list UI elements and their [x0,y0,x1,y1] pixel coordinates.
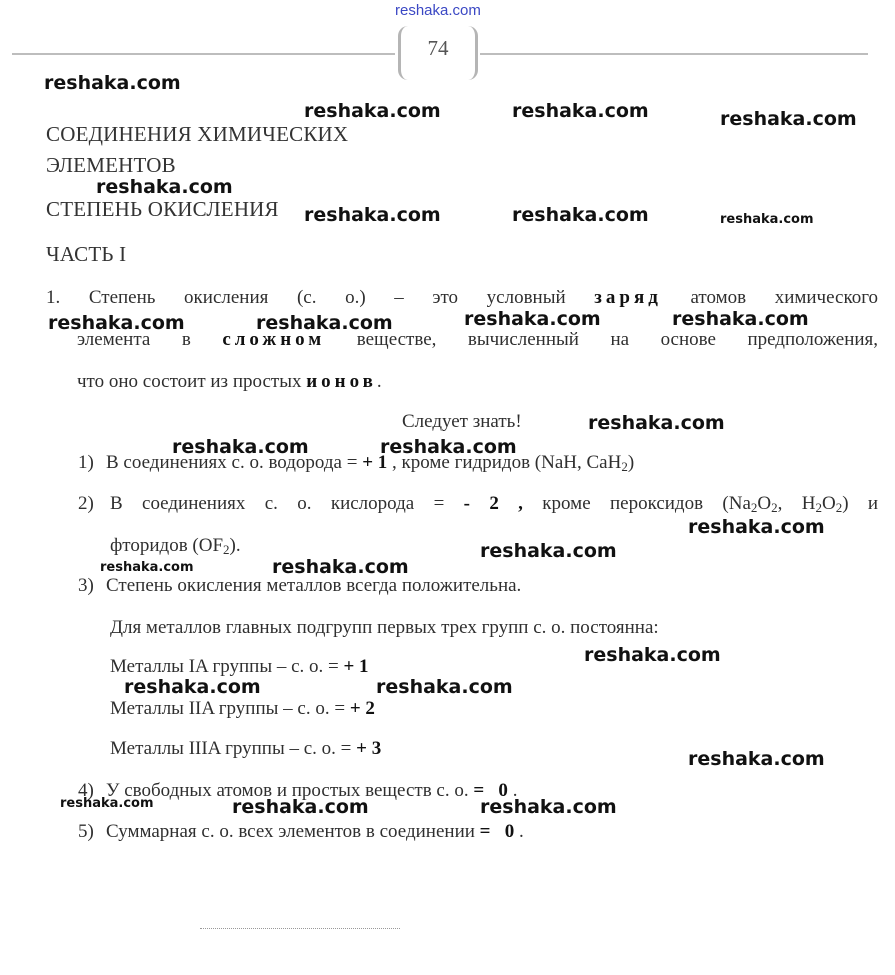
rule-number: 3) [78,575,94,596]
watermark: reshaka.com [232,796,369,818]
term-ions: ионов [306,371,377,392]
metals-ia: Металлы IA группы – с. о. = + 1 [110,656,369,677]
page-number: 74 [427,36,449,60]
watermark: reshaka.com [124,676,261,698]
rule-text: , кроме гидридов (NaH, CaH [392,452,622,473]
rule-text: Суммарная с. о. всех элементов в соединении [106,821,475,842]
definition-number: 1. [46,287,61,308]
rule-number: 1) [78,452,94,473]
watermark: reshaka.com [512,204,649,226]
watermark: reshaka.com [464,308,601,330]
title-line-2: ЭЛЕМЕНТОВ [46,153,176,177]
rule-number: 5) [78,821,94,842]
metals-iia: Металлы IIA группы – с. о. = + 2 [110,698,375,719]
rule-text: У свободных атомов и простых веществ с. о. [106,780,469,801]
oxidation-value: = 0 [473,780,508,801]
part-heading: ЧАСТЬ I [46,242,127,266]
oxidation-value: + 1 [362,452,388,473]
metals-iiia: Металлы IIIA группы – с. о. = + 3 [110,738,382,759]
watermark: reshaka.com [44,72,181,94]
term-charge: заряд [594,287,662,308]
scan-artifact [200,928,400,933]
watermark: reshaka.com [172,436,309,458]
watermark: reshaka.com [720,108,857,130]
watermark: reshaka.com [256,312,393,334]
watermark: reshaka.com [512,100,649,122]
title-line-1: СОЕДИНЕНИЯ ХИМИЧЕСКИХ [46,122,349,146]
title-line-3: СТЕПЕНЬ ОКИСЛЕНИЯ [46,197,279,221]
watermark: reshaka.com [688,748,825,770]
watermark: reshaka.com [588,412,725,434]
watermark: reshaka.com [672,308,809,330]
rule-text: В соединениях с. о. водорода = [106,452,358,473]
watermark: reshaka.com [480,796,617,818]
term-complex: сложном [222,329,326,350]
rule-2 [78,493,878,515]
watermark: reshaka.com [60,796,154,811]
definition-text: веществе, вычисленный на основе предположения, [356,329,879,350]
peroxides-text: кроме пероксидов ($Na_2O_2$, $H_2O_2$) и [542,493,879,515]
definition-text: Степень окисления (с. о.) – это условный [88,287,566,308]
watermark: reshaka.com [272,556,409,578]
watermark: reshaka.com [304,100,441,122]
header-rule-left [12,53,395,55]
rule-text: В соединениях с. о. кислорода = [110,493,445,514]
watermark: reshaka.com [688,516,825,538]
rule-text: ) [627,452,635,473]
rule-2-continuation: фторидов $(OF_2)$. [110,535,241,557]
definition-text: элемента в [77,329,191,350]
watermark: reshaka.com [48,312,185,334]
rule-3 [78,575,521,597]
watermark: reshaka.com [584,644,721,666]
watermark: reshaka.com [96,176,233,198]
rule-text: Степень окисления металлов всегда положительна. [106,575,522,596]
rule-number: 2) [78,493,94,514]
watermark: reshaka.com [480,540,617,562]
definition-text: что оно состоит из простых [77,371,302,392]
oxidation-value: = 0 [479,821,515,842]
rule-5: 5) Суммарная с. о. всех элементов в соединении = 0 . [78,821,524,842]
rule-1 [78,452,634,475]
rule-3-subheading: Для металлов главных подгрупп первых трех групп с. о. постоянна: [110,617,659,638]
rule-number: 4) [78,780,94,801]
definition-text: атомов химического [690,287,879,308]
definition-text: . [376,371,382,392]
watermark: reshaka.com [380,436,517,458]
watermark: reshaka.com [720,212,814,227]
oxidation-value: - 2 , [463,493,523,514]
definition-line-1 [46,287,878,309]
rule-4: 4) У свободных атомов и простых веществ с. о. = 0 . [78,780,518,801]
watermark: reshaka.com [100,560,194,575]
site-header-link[interactable]: reshaka.com [395,2,481,19]
definition-line-3 [77,371,382,393]
watermark: reshaka.com [304,204,441,226]
definition-line-2 [77,329,878,351]
subscript: 2 [621,459,628,474]
subtitle-must-know: Следует знать! [402,411,522,432]
watermark: reshaka.com [376,676,513,698]
header-rule-right [480,53,868,55]
